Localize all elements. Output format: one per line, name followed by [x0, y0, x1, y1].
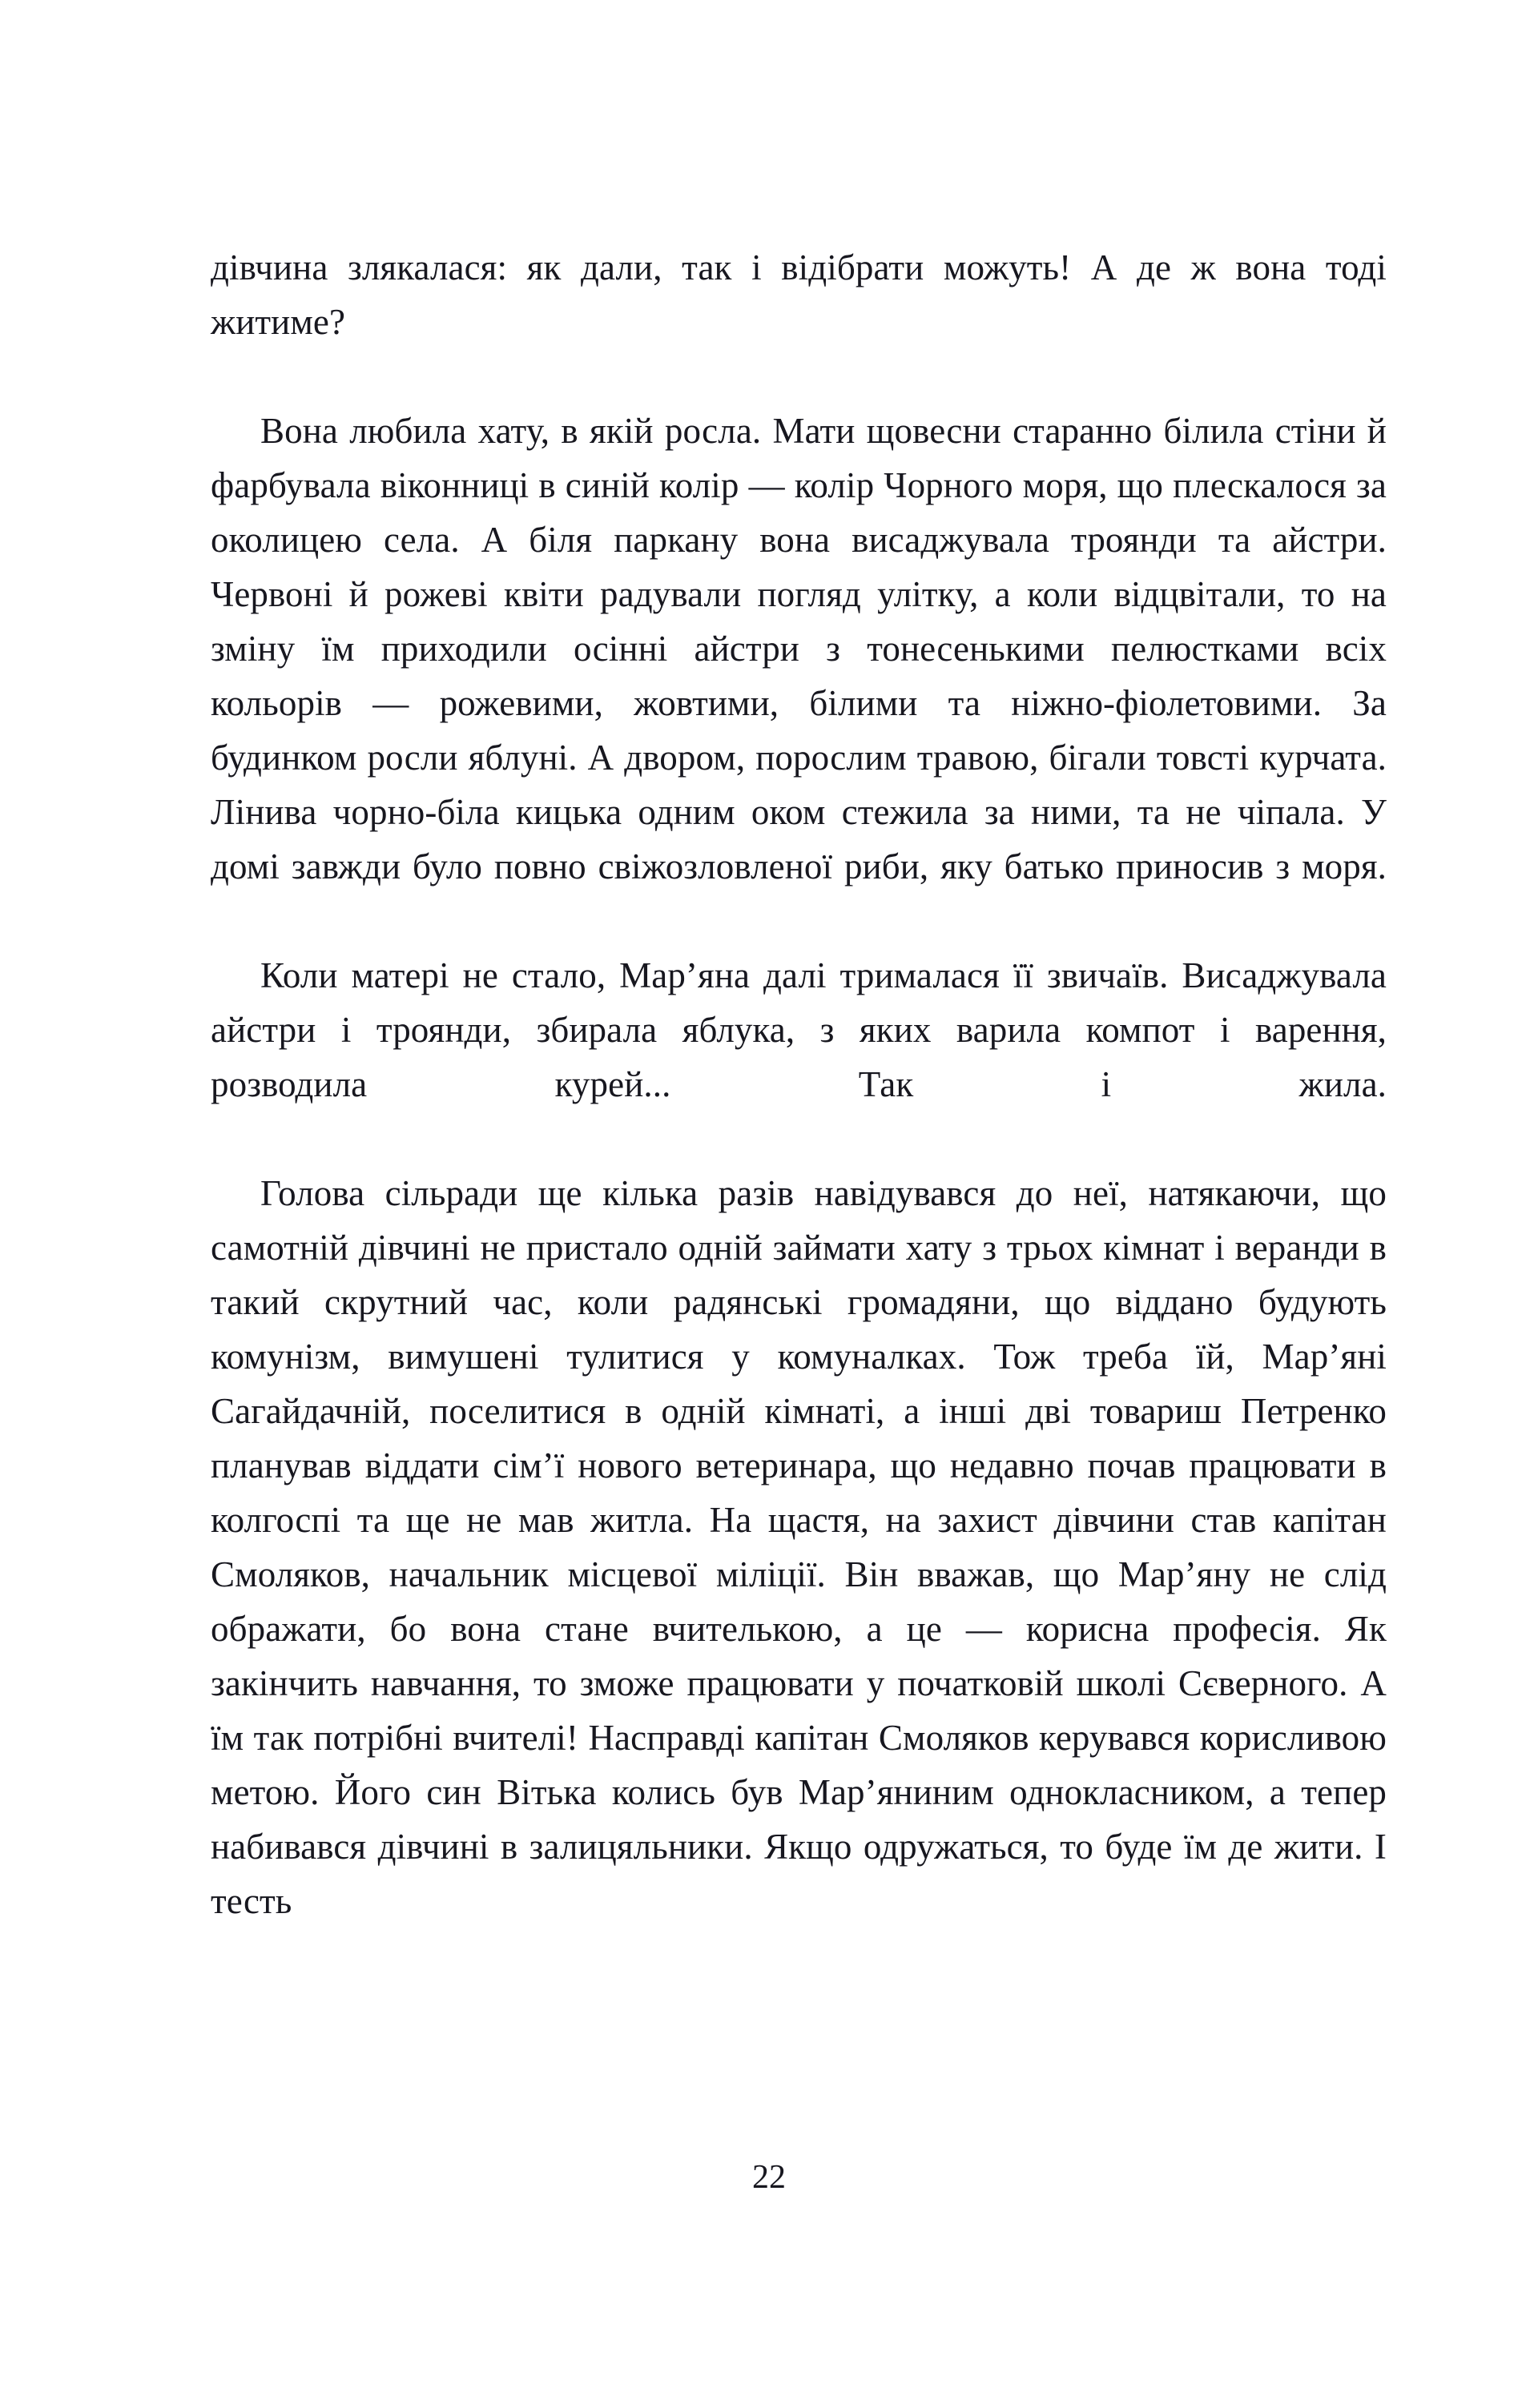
page-number: 22: [752, 2159, 786, 2196]
paragraph-after-mother: Коли матері не стало, Мар’яна далі трималася її звичаїв. Висаджувала айстри і троянди, збирала яблука, з яких варила компот і варення, розводила курей... Так і жила.: [211, 955, 1387, 1104]
paragraph-village-head: Голова сільради ще кілька разів навідувався до неї, натякаючи, що самотній дівчині не пристало одній займати хату з трьох кімнат і веранди в такий скрутний час, коли радянські громадяни, що віддано будують комунізм, вимушені тулитися у комуналках. Тож треба їй, Мар’яні Сагайдачній, поселитися в одній кімнаті, а інші дві товариш Петренко планував віддати сім’ї нового ветеринара, що недавно почав працювати в колгоспі та ще не мав житла. На щастя, на захист дівчини став капітан Смоляков, начальник місцевої міліції. Він вважав, що Мар’яну не слід ображати, бо вона стане вчителькою, а це — корисна професія. Як закінчить навчання, то зможе працювати у початковій школі Сєверного. А їм так потрібні вчителі! Насправді капітан Смоляков керувався корисливою метою. Його син Вітька колись був Мар’яниним однокласником, а тепер набивався дівчині в залицяльники. Якщо одружаться, то буде їм де жити. І тесть: [211, 1173, 1387, 1921]
paragraph-home-description: Вона любила хату, в якій росла. Мати щовесни старанно білила стіни й фарбувала віконниці в синій колір — колір Чорного моря, що плескалося за околицею села. А біля паркану вона висаджувала троянди та айстри. Червоні й рожеві квіти радували погляд улітку, а коли відцвітали, то на зміну їм приходили осінні айстри з тонесенькими пелюстками всіх кольорів — рожевими, жовтими, білими та ніжно-фіолетовими. За будинком росли яблуні. А двором, порослим травою, бігали товсті курчата. Лінива чорно-біла кицька одним оком стежила за ними, та не чіпала. У домі завжди було повно свіжозловленої риби, яку батько приносив з моря.: [211, 411, 1387, 886]
paragraph-continuation: дівчина злякалася: як дали, так і відібрати можуть! А де ж вона тоді житиме?: [211, 247, 1387, 342]
body-text-column: [211, 240, 1387, 1983]
